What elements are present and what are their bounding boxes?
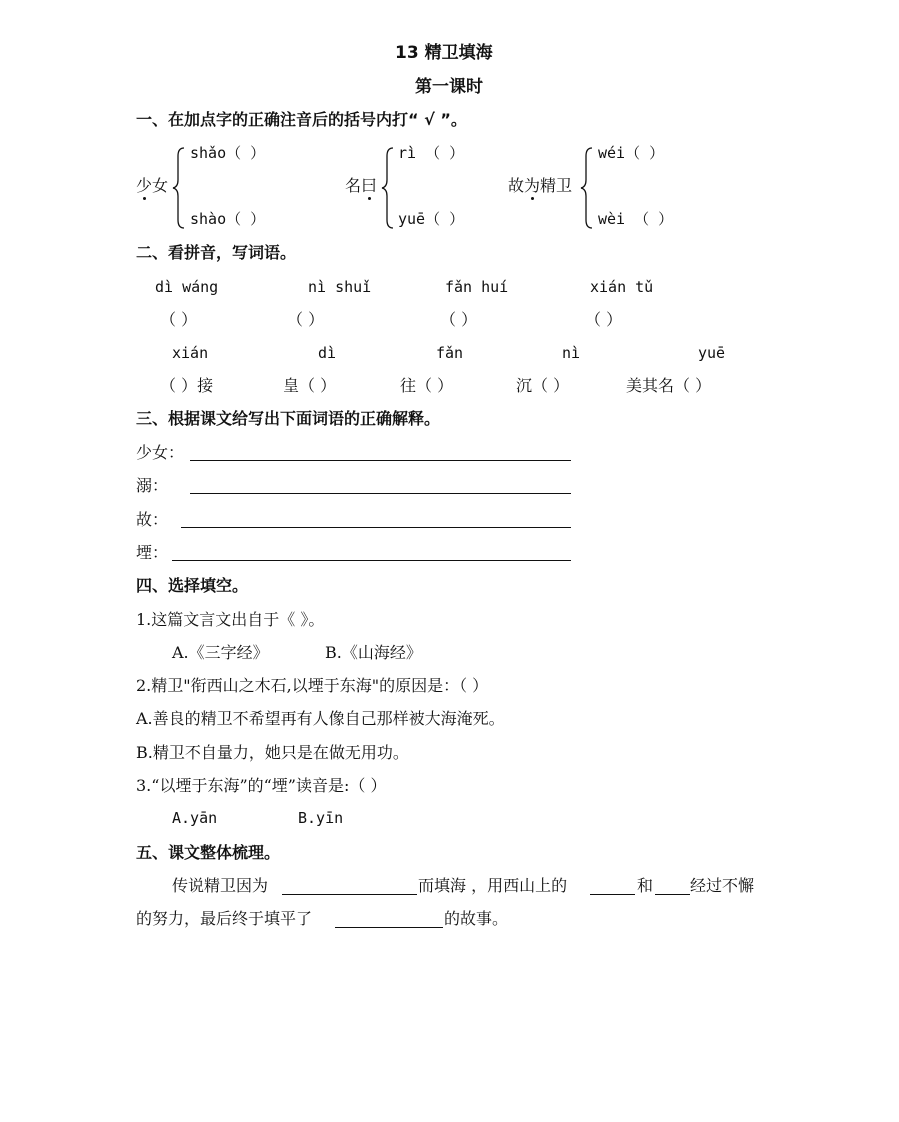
section1-heading: 一、在加点字的正确注音后的括号内打“ √ ”。 — [136, 110, 467, 129]
pinyin-prompt: yuē — [698, 344, 726, 362]
summary-text: 的努力，最后终于填平了 — [136, 909, 313, 928]
summary-text: 而填海 ，用西山上的 — [418, 876, 568, 895]
answer-line[interactable] — [335, 927, 443, 928]
dotted-char: 少 — [136, 176, 153, 195]
option-a[interactable]: A.善良的精卫不希望再有人像自己那样被大海淹死。 — [136, 709, 505, 728]
answer-line[interactable] — [181, 527, 571, 528]
brace-icon — [172, 146, 186, 230]
section5-heading: 五、课文整体梳理。 — [136, 843, 281, 862]
term-label: 少女： — [136, 443, 185, 462]
answer-blank[interactable]: （ ） — [160, 310, 198, 329]
pinyin-prompt: dì wáng — [155, 278, 219, 296]
option-b[interactable]: B.《山海经》 — [325, 643, 422, 662]
word-rest: 名 — [345, 176, 362, 195]
term-label: 溺： — [136, 476, 169, 495]
brace-icon — [580, 146, 594, 230]
pinyin-option: wéi（ ） — [598, 144, 665, 162]
answer-blank[interactable]: 皇（ ） — [283, 376, 337, 395]
pinyin-prompt: nì shuǐ — [308, 278, 372, 296]
word-rest: 精卫 — [540, 176, 573, 195]
answer-line[interactable] — [590, 894, 635, 895]
answer-blank[interactable]: 美其名（ ） — [626, 376, 712, 395]
answer-blank[interactable]: 往（ ） — [400, 376, 454, 395]
summary-text: 和 — [637, 876, 654, 895]
option-b[interactable]: B.yīn — [298, 809, 344, 827]
pinyin-option: rì （ ） — [398, 144, 465, 162]
answer-blank[interactable]: （ ） — [585, 310, 623, 329]
answer-line[interactable] — [190, 493, 571, 494]
option-a[interactable]: A.yān — [172, 809, 218, 827]
question-1: 1.这篇文言文出自于《 》。 — [136, 610, 325, 629]
dotted-char: 曰 — [361, 176, 378, 195]
section3-heading: 三、根据课文给写出下面词语的正确解释。 — [136, 409, 441, 428]
answer-line[interactable] — [282, 894, 417, 895]
answer-line[interactable] — [172, 560, 571, 561]
answer-blank[interactable]: （ ） — [440, 310, 478, 329]
option-a[interactable]: A.《三字经》 — [172, 643, 269, 662]
word-mingyue — [345, 178, 377, 194]
summary-text: 传说精卫因为 — [172, 876, 269, 895]
term-label: 堙： — [136, 543, 169, 562]
pinyin-prompt: fǎn huí — [445, 278, 509, 296]
dotted-char: 为 — [524, 176, 541, 195]
answer-blank[interactable]: 沉（ ） — [516, 376, 570, 395]
question-2: 2.精卫"衔西山之木石,以堙于东海"的原因是：（ ） — [136, 676, 489, 695]
word-rest: 故 — [508, 176, 525, 195]
word-guweijingwei — [508, 178, 572, 194]
pinyin-option: shào（ ） — [190, 210, 266, 228]
pinyin-prompt: dì — [318, 344, 337, 362]
brace-icon — [381, 146, 395, 230]
answer-blank[interactable]: （ ）接 — [160, 376, 214, 395]
pinyin-prompt: xián — [172, 344, 209, 362]
term-label: 故： — [136, 510, 169, 529]
answer-line[interactable] — [190, 460, 571, 461]
section2-heading: 二、看拼音，写词语。 — [136, 243, 297, 262]
pinyin-option: wèi （ ） — [598, 210, 674, 228]
word-rest: 女 — [152, 176, 169, 195]
pinyin-option: yuē（ ） — [398, 210, 465, 228]
question-3: 3.“以堙于东海”的“堙”读音是:（ ） — [136, 776, 387, 795]
pinyin-prompt: fǎn — [436, 344, 464, 362]
summary-text: 的故事。 — [444, 909, 509, 928]
section4-heading: 四、选择填空。 — [136, 576, 249, 595]
summary-text: 经过不懈 — [690, 876, 755, 895]
word-shaonv — [136, 178, 168, 194]
pinyin-prompt: nì — [562, 344, 581, 362]
answer-line[interactable] — [655, 894, 690, 895]
pinyin-option: shǎo（ ） — [190, 144, 266, 162]
pinyin-prompt: xián tǔ — [590, 278, 654, 296]
answer-blank[interactable]: （ ） — [287, 310, 325, 329]
page-title: 13 精卫填海 — [395, 43, 493, 63]
option-b[interactable]: B.精卫不自量力，她只是在做无用功。 — [136, 743, 409, 762]
page-subtitle: 第一课时 — [415, 77, 483, 97]
